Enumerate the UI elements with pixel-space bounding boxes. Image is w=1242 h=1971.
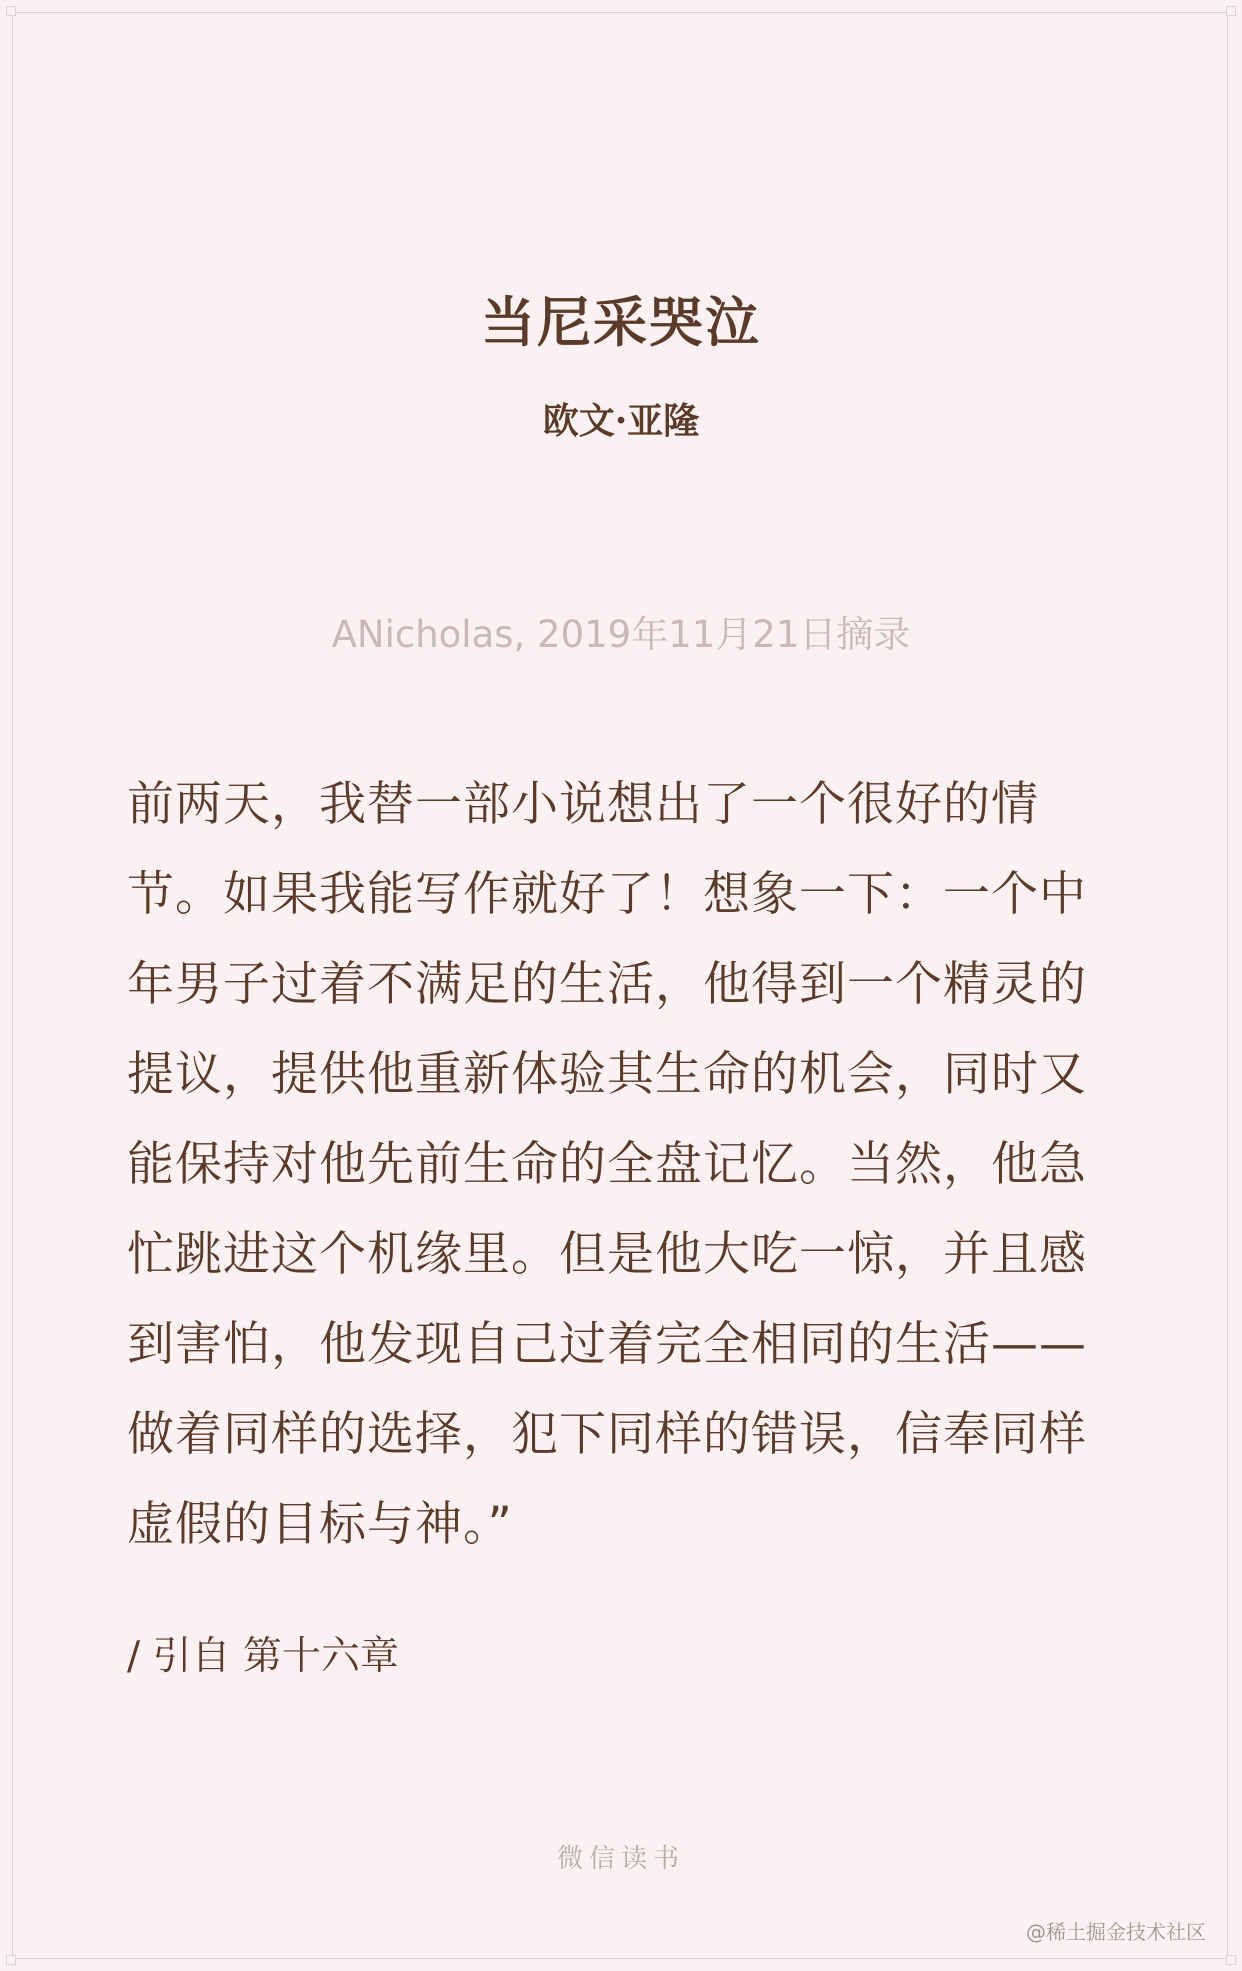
app-name: 微信读书	[556, 1844, 685, 1874]
book-author: 欧文·亚隆	[542, 400, 700, 442]
quote-source: / 引自 第十六章	[127, 1634, 399, 1679]
book-title: 当尼采哭泣	[481, 290, 761, 354]
watermark: @稀土掘金技术社区	[1026, 1920, 1206, 1944]
excerpt-meta: ANicholas, 2019年11月21日摘录	[331, 613, 911, 656]
frame-corner	[1226, 6, 1236, 16]
frame-corner	[1226, 1955, 1236, 1965]
frame-corner	[6, 1955, 16, 1965]
frame-corner	[6, 6, 16, 16]
quote-text: 前两天，我替一部小说想出了一个很好的情节。如果我能写作就好了！想象一下：一个中年男子过着不满足的生活，他得到一个精灵的提议，提供他重新体验其生命的机会，同时又能保持对他先前生命的全盘记忆。当然，他急忙跳进这个机缘里。但是他大吃一惊，并且感到害怕，他发现自己过着完全相同的生活——做着同样的选择，犯下同样的错误，信奉同样虚假的目标与神。”	[127, 777, 1087, 1552]
